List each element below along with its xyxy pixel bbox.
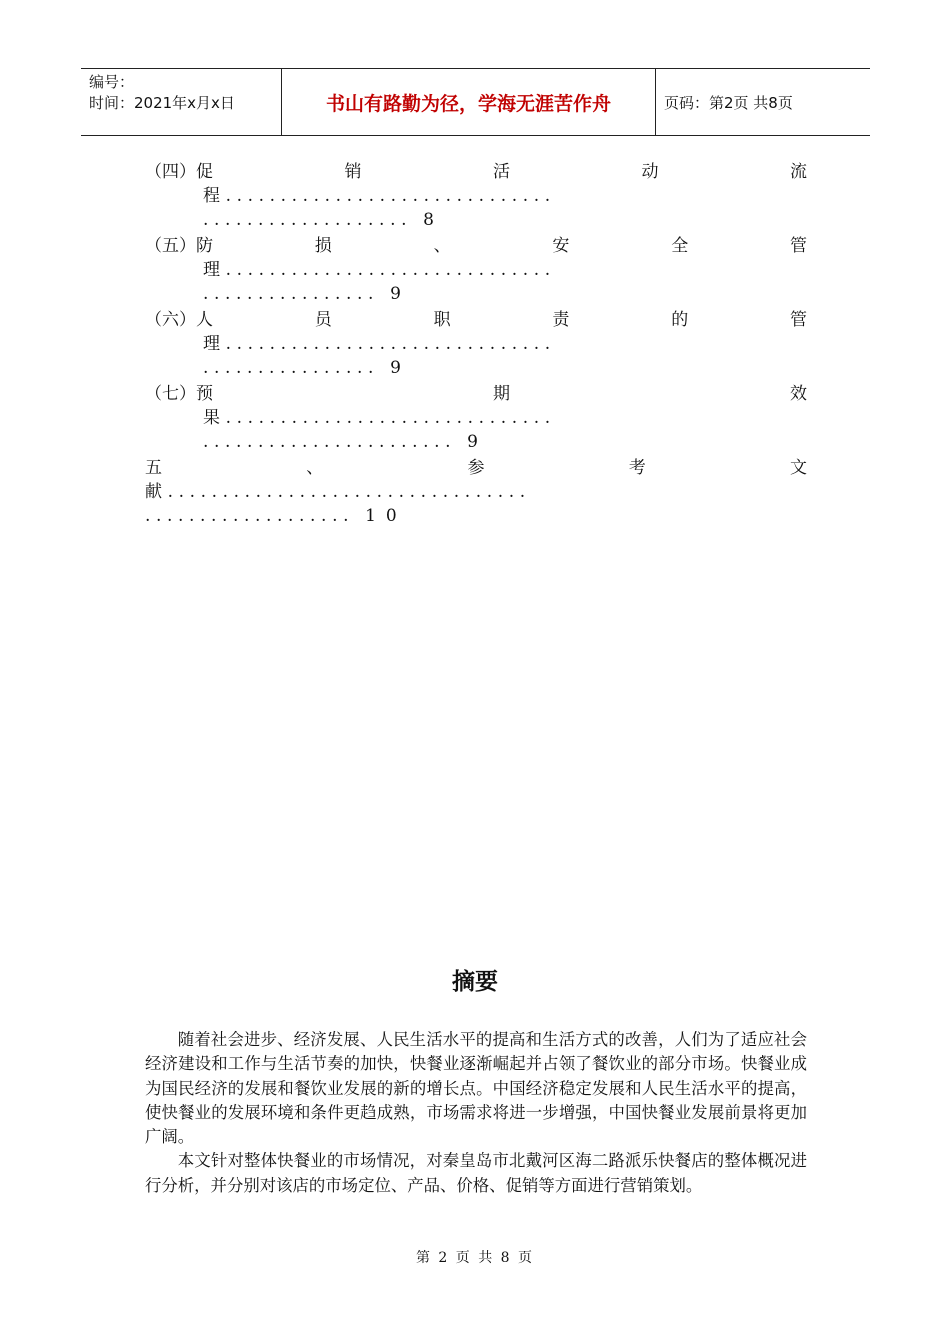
toc-leader: ................... 10 xyxy=(145,506,407,526)
toc-entry[interactable] xyxy=(145,456,807,528)
page-footer: 第 2 页 共 8 页 xyxy=(415,1250,535,1266)
abstract-body xyxy=(145,1028,807,1198)
toc-leader: ................ 9 xyxy=(203,358,401,378)
toc-title-char: 全 xyxy=(671,236,689,256)
toc-title-char: 管 xyxy=(789,310,807,330)
toc-title-char: 期 xyxy=(493,384,510,404)
toc-leader: 理.............................. xyxy=(203,334,556,354)
document-header xyxy=(81,68,870,136)
toc-title-char: （六）人 xyxy=(145,310,213,330)
toc-leader: ....................... 9 xyxy=(203,432,478,452)
toc-title-char: （五）防 xyxy=(145,236,213,256)
toc-entry-title xyxy=(145,382,807,406)
toc-title-char: 责 xyxy=(552,310,570,330)
toc-entry[interactable] xyxy=(145,382,807,454)
toc-page-number: 9 xyxy=(390,358,401,378)
toc-entry-title xyxy=(145,160,807,184)
toc-title-char: 文 xyxy=(790,458,807,478)
toc-title-char: 活 xyxy=(493,162,510,182)
toc-title-char: 的 xyxy=(671,310,689,330)
toc-leader: 果.............................. xyxy=(203,408,556,428)
toc-title-char: 管 xyxy=(789,236,807,256)
toc-entry-title xyxy=(145,234,807,258)
date-label: 时间：2021年x月x日 xyxy=(89,94,235,112)
toc-leader: 程.............................. xyxy=(203,186,556,206)
toc-entry-title xyxy=(145,456,807,480)
toc-title-char: 五 xyxy=(145,458,162,478)
number-label: 编号： xyxy=(89,73,135,91)
toc-entry[interactable] xyxy=(145,234,807,306)
toc-leader: ................... 8 xyxy=(203,210,434,230)
toc-page-number: 9 xyxy=(390,284,401,304)
toc-title-char: 损 xyxy=(314,236,332,256)
toc-title-char: 流 xyxy=(790,162,807,182)
toc-title-char: 参 xyxy=(467,458,485,478)
toc-title-char: 职 xyxy=(433,310,451,330)
toc-title-char: 、 xyxy=(306,458,324,478)
toc-title-char: 员 xyxy=(314,310,332,330)
toc-title-char: （四）促 xyxy=(145,162,213,182)
abstract-paragraph: 随着社会进步、经济发展、人民生活水平的提高和生活方式的改善，人们为了适应社会经济建设和工作与生活节奏的加快，快餐业逐渐崛起并占领了餐饮业的部分市场。快餐业成为国民经济的发展和餐饮业发展的新的增长点。中国经济稳定发展和人民生活水平的提高，使快餐业的发展环境和条件更趋成熟，市场需求将进一步增强，中国快餐业发展前景将更加广阔。 xyxy=(145,1030,807,1147)
toc-title-char: 动 xyxy=(641,162,659,182)
toc-page-number: 9 xyxy=(467,432,478,452)
toc-entry[interactable] xyxy=(145,308,807,380)
toc-title-char: （七）预 xyxy=(145,384,213,404)
abstract-title: 摘要 xyxy=(452,969,498,995)
toc-leader: ................ 9 xyxy=(203,284,401,304)
toc-title-char: 销 xyxy=(344,162,362,182)
abstract-paragraph: 本文针对整体快餐业的市场情况，对秦皇岛市北戴河区海二路派乐快餐店的整体概况进行分析，并分别对该店的市场定位、产品、价格、促销等方面进行营销策划。 xyxy=(145,1151,807,1195)
toc-title-char: 考 xyxy=(628,458,646,478)
header-meta xyxy=(81,69,282,135)
header-motto: 书山有路勤为径，学海无涯苦作舟 xyxy=(282,69,656,135)
header-page-info: 页码：第2页 共8页 xyxy=(664,93,793,112)
toc-title-char: 安 xyxy=(552,236,570,256)
toc-page-number: 10 xyxy=(365,506,407,526)
toc-page-number: 8 xyxy=(423,210,434,230)
toc-leader: 理.............................. xyxy=(203,260,556,280)
toc-entry[interactable] xyxy=(145,160,807,232)
table-of-contents xyxy=(145,160,807,530)
toc-entry-title xyxy=(145,308,807,332)
toc-leader: 献................................. xyxy=(145,482,531,502)
toc-title-char: 、 xyxy=(433,236,451,256)
toc-title-char: 效 xyxy=(790,384,807,404)
